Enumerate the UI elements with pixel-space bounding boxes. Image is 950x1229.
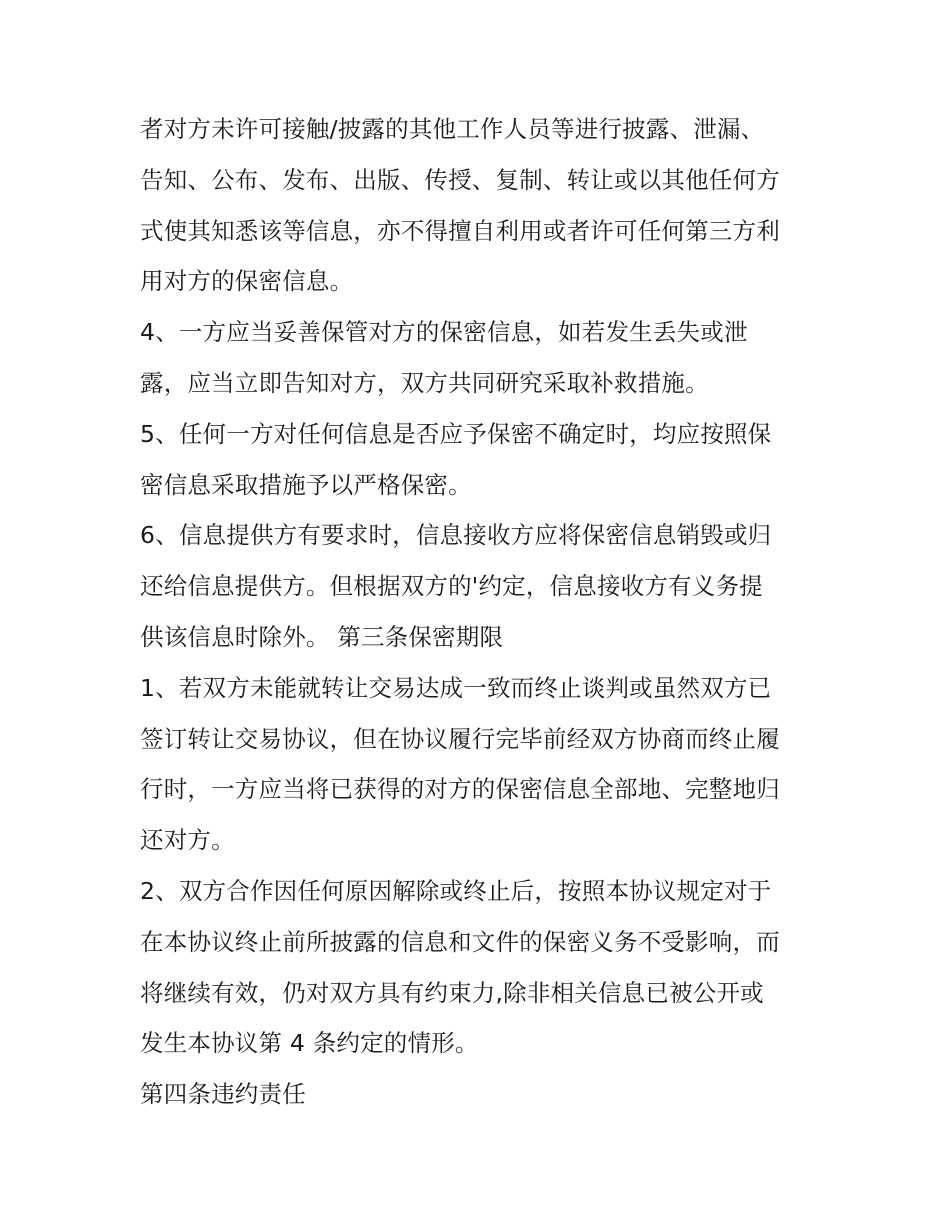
term-clause-2-line-1: 2、双方合作因任何原因解除或终止后，按照本协议规定对于 [140,876,772,905]
section-heading-article-4: 第四条违约责任 [140,1080,306,1109]
clause-6-line-1: 6、信息提供方有要求时，信息接收方应将保密信息销毁或归 [140,521,772,550]
clause-5-line-1: 5、任何一方对任何信息是否应予保密不确定时，均应按照保 [140,419,772,448]
clause-6-line-3: 供该信息时除外。 第三条保密期限 [140,622,504,651]
document-body [140,104,820,1120]
clause-4-line-2: 露，应当立即告知对方，双方共同研究采取补救措施。 [140,368,709,397]
text-line-3: 式使其知悉该等信息，亦不得擅自利用或者许可任何第三方利 [140,216,780,245]
term-clause-2-line-4: 发生本协议第 4 条约定的情形。 [140,1029,479,1058]
term-clause-1-line-1: 1、若双方未能就转让交易达成一致而终止谈判或虽然双方已 [140,673,772,702]
text-line-4: 用对方的保密信息。 [140,267,354,296]
clause-5-line-2: 密信息采取措施予以严格保密。 [140,470,472,499]
clause-4-line-1: 4、一方应当妥善保管对方的保密信息，如若发生丢失或泄 [140,318,748,347]
term-clause-1-line-2: 签订转让交易协议，但在协议履行完毕前经双方协商而终止履 [140,724,780,753]
term-clause-1-line-4: 还对方。 [140,826,235,855]
term-clause-2-line-3: 将继续有效，仍对双方具有约束力,除非相关信息已被公开或 [140,978,764,1007]
text-line-2: 告知、公布、发布、出版、传授、复制、转让或以其他任何方 [140,165,780,194]
term-clause-1-line-3: 行时，一方应当将已获得的对方的保密信息全部地、完整地归 [140,775,780,804]
clause-6-line-2: 还给信息提供方。但根据双方的'约定，信息接收方有义务提 [140,572,763,601]
term-clause-2-line-2: 在本协议终止前所披露的信息和文件的保密义务不受影响，而 [140,927,780,956]
text-line-1: 者对方未许可接触/披露的其他工作人员等进行披露、泄漏、 [140,115,765,143]
